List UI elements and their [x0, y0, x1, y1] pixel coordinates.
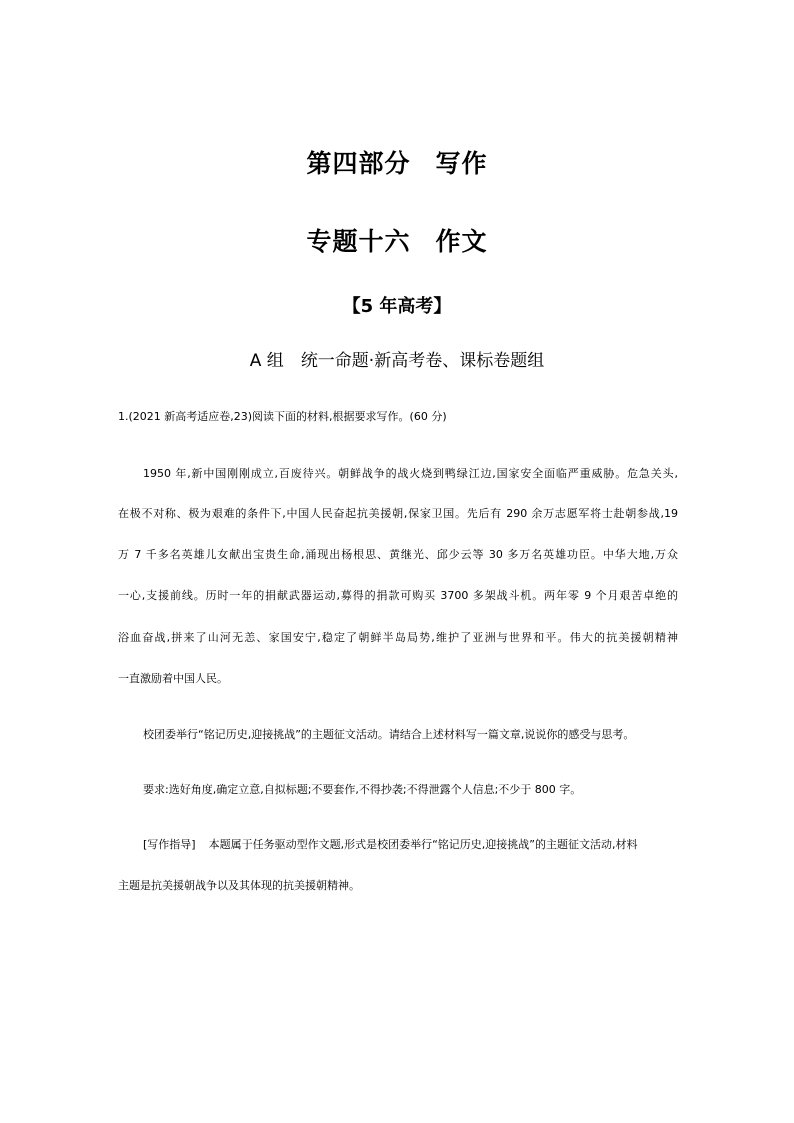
part-title-subject: 写作 — [435, 149, 488, 178]
material-line: 在极不对称、极为艰难的条件下,中国人民奋起抗美援朝,保家卫国。先后有 290 余万志愿军将士赴朝参战,19 — [118, 507, 678, 520]
writing-guide-text: 本题属于任务驱动型作文题,形式是校团委举行“铭记历史,迎接挑战”的主题征文活动,材料 — [208, 838, 638, 851]
group-title-subtitle: 统一命题·新高考卷、课标卷题组 — [300, 351, 545, 371]
group-title-label: A 组 — [249, 351, 284, 371]
topic-title-subject: 作文 — [435, 227, 488, 256]
writing-guide-line: 主题是抗美援朝战争以及其体现的抗美援朝精神。 — [118, 879, 360, 892]
writing-guide-label: [写作指导] — [143, 838, 196, 851]
writing-guide-line — [143, 836, 678, 852]
part-title-number: 第四部分 — [306, 149, 411, 178]
material-line: 浴血奋战,拼来了山河无恙、家国安宁,稳定了朝鲜半岛局势,维护了亚洲与世界和平。伟大的抗美援朝精神 — [118, 631, 678, 644]
part-title — [0, 144, 794, 180]
material-line: 一心,支援前线。历时一年的捐献武器运动,募得的捐款可购买 3700 多架战斗机。两年零 9 个月艰苦卓绝的 — [118, 589, 678, 602]
task-instruction: 校团委举行“铭记历史,迎接挑战”的主题征文活动。请结合上述材料写一篇文章,说说你的感受与思考。 — [143, 728, 635, 741]
topic-title-number: 专题十六 — [306, 227, 411, 256]
material-line: 1950 年,新中国刚刚成立,百废待兴。朝鲜战争的战火烧到鸭绿江边,国家安全面临严重威胁。危急关头, — [143, 467, 678, 480]
material-line: 万 7 千多名英雄儿女献出宝贵生命,涌现出杨根思、黄继光、邱少云等 30 多万名英雄功臣。中华大地,万众 — [118, 548, 678, 561]
material-line: 一直激励着中国人民。 — [118, 672, 228, 685]
topic-title — [0, 222, 794, 258]
writing-requirements: 要求:选好角度,确定立意,自拟标题;不要套作,不得抄袭;不得泄露个人信息;不少于 800 字。 — [143, 783, 582, 796]
section-title: 【5 年高考】 — [342, 296, 452, 317]
group-title — [0, 346, 794, 371]
question-prompt: 1.(2021 新高考适应卷,23)阅读下面的材料,根据要求写作。(60 分) — [118, 410, 447, 423]
